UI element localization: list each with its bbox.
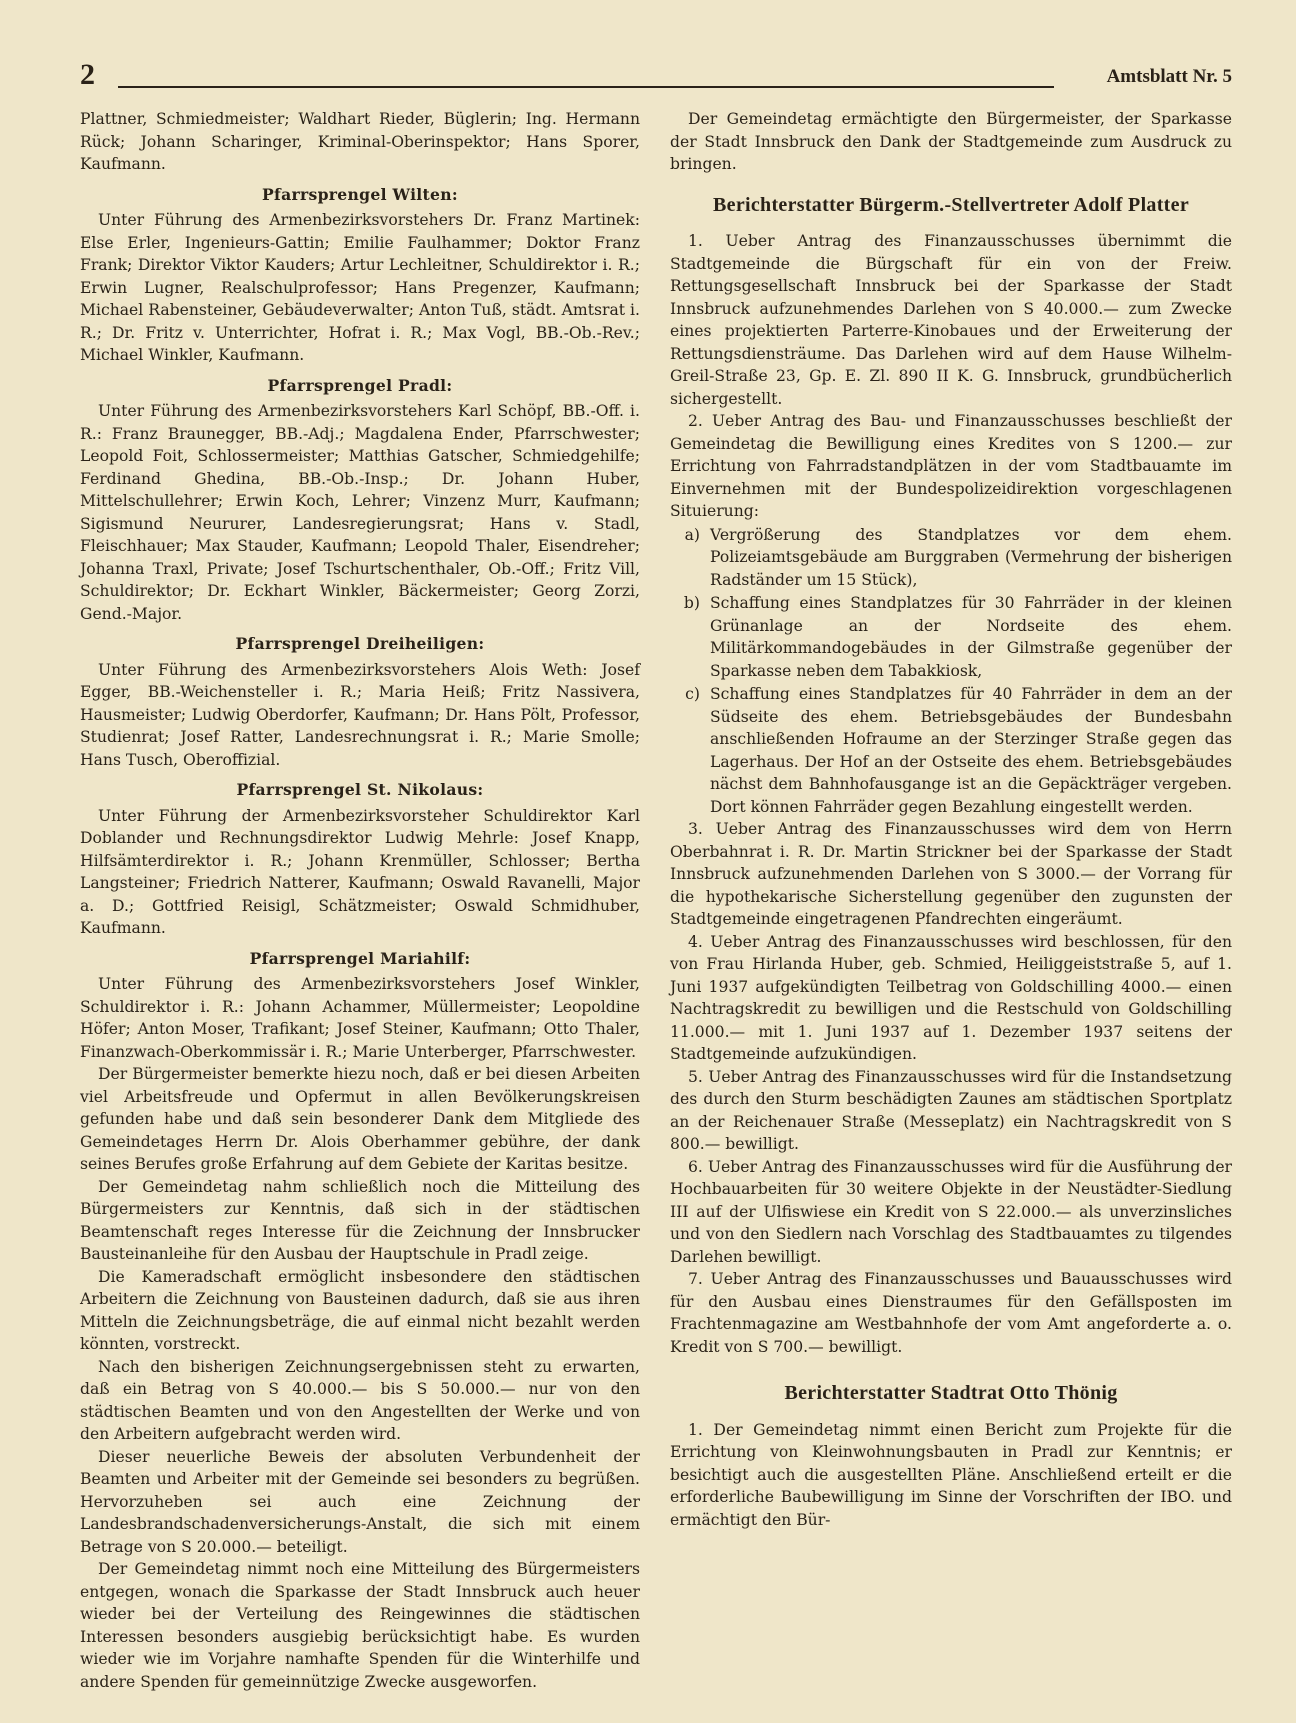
sub-item-text: Vergrößerung des Standplatzes vor dem ehem. Polizeiamtsgebäude am Burggraben (Vermehrung der bisherigen Radständer um 15 Stück), bbox=[710, 525, 1232, 589]
sub-item-text: Schaffung eines Standplatzes für 30 Fahrräder in der kleinen Grünanlage an der Nordseite des ehem. Militärkommandogebäudes in der Gilmstraße gegenüber der Sparkasse neben dem Tabakkiosk, bbox=[710, 594, 1232, 680]
sub-item-label: b) bbox=[683, 594, 700, 612]
page-number: 2 bbox=[80, 58, 95, 91]
section-title-wilten: Pfarrsprengel Wilten: bbox=[262, 184, 458, 204]
section-title-pradl: Pfarrsprengel Pradl: bbox=[267, 375, 453, 395]
paragraph: Der Gemeindetag nahm schließlich noch die Mitteilung des Bürgermeisters zur Kenntnis, daß sich in der städtischen Beamtenschaft reges Interesse für die Zeichnung der Innsbrucker Bausteinanleihe für den Ausbau der Hauptschule in Pradl zeige. bbox=[80, 1177, 640, 1263]
intro-paragraph: Plattner, Schmiedmeister; Waldhart Rieder, Büglerin; Ing. Hermann Rück; Johann Scharinger, Kriminal-Oberinspektor; Hans Sporer, Kaufmann. bbox=[80, 110, 640, 173]
paragraph: Dieser neuerliche Beweis der absoluten Verbundenheit der Beamten und Arbeiter mit der Gemeinde sei besonders zu begrüßen. Hervorzuheben sei auch eine Zeichnung der Landesbrandschadenversicherungs-Anstalt, die sich mit einem Betrage von S 20.000.— beteiligt. bbox=[80, 1447, 640, 1556]
section-text-mariahilf: Unter Führung des Armenbezirksvorstehers Josef Winkler, Schuldirektor i. R.: Johann Achammer, Müllermeister; Leopoldine Höfer; Anton Moser, Trafikant; Josef Steiner, Kaufmann; Otto Thaler, Finanzwach-Oberkommissär i. R.; Marie Unterberger, Pfarrschwester. bbox=[80, 975, 640, 1061]
agenda-item: 6. Ueber Antrag des Finanzausschusses wird für die Ausführung der Hochbauarbeiten für 30 weitere Objekte in der Neustädter-Siedlung III auf der Ulfiswiese ein Kredit von S 22.000.— als unverzinsliches und von den Siedlern nach Vorschlag des Stadtbauamtes zu tilgendes Darlehen bewilligt. bbox=[670, 1157, 1232, 1266]
paragraph: Nach den bisherigen Zeichnungsergebnissen steht zu erwarten, daß ein Betrag von S 40.000.— bis S 50.000.— nur von den städtischen Beamten und von den Angestellten der Werke und von den Arbeitern aufgebracht werden wird. bbox=[80, 1357, 640, 1443]
section-title-nikolaus: Pfarrsprengel St. Nikolaus: bbox=[236, 780, 484, 799]
section-heading-platter: Berichterstatter Bürgerm.-Stellvertreter Adolf Platter bbox=[713, 193, 1189, 216]
section-title-dreiheiligen: Pfarrsprengel Dreiheiligen: bbox=[235, 634, 485, 653]
section-text-wilten: Unter Führung des Armenbezirksvorstehers Dr. Franz Martinek: Else Erler, Ingenieurs-Gattin; Emilie Faulhammer; Doktor Franz Frank; Direktor Viktor Kauders; Artur Lechleitner, Schuldirektor i. R.; Erwin Lugner, Realschulprofessor; Hans Pregenzer, Kaufmann; Michael Rabensteiner, Gebäudeverwalter; Anton Tuß, städt. Amtsrat i. R.; Dr. Fritz v. Unterrichter, Hofrat i. R.; Max Vogl, BB.-Ob.-Rev.; Michael Winkler, Kaufmann. bbox=[80, 211, 640, 364]
agenda-item: 5. Ueber Antrag des Finanzausschusses wird für die Instandsetzung des durch den Sturm beschädigten Zaunes am städtischen Sportplatz an der Reichenauer Straße (Messeplatz) ein Nachtragskredit von S 800.— bewilligt. bbox=[670, 1067, 1232, 1153]
section-heading-thoenig: Berichterstatter Stadtrat Otto Thönig bbox=[784, 1382, 1118, 1404]
agenda-item: 3. Ueber Antrag des Finanzausschusses wird dem von Herrn Oberbahnrat i. R. Dr. Martin Strickner bei der Sparkasse der Stadt Innsbruck aufzunehmenden Darlehen von S 3000.— der Vorrang für die hypothekarische Sicherstellung gegenüber den zugunsten der Stadtgemeinde eingetragenen Pfandrechten eingeräumt. bbox=[670, 820, 1232, 928]
sub-item-b bbox=[670, 592, 1232, 682]
agenda-item: 1. Der Gemeindetag nimmt einen Bericht zum Projekte für die Errichtung von Kleinwohnungsbauten in Pradl zur Kenntnis; er besichtigt auch die ausgestellten Pläne. Anschließend erteilt er die erforderliche Baubewilligung im Sinne der Vorschriften der IBO. und ermächtigt den Bür- bbox=[670, 1420, 1232, 1529]
sub-item-c bbox=[670, 683, 1232, 818]
sub-item-label: c) bbox=[685, 685, 700, 703]
section-text-pradl: Unter Führung des Armenbezirksvorstehers Karl Schöpf, BB.-Off. i. R.: Franz Braunegger, BB.-Adj.; Magdalena Ender, Pfarrschwester; Leopold Foit, Schlossermeister; Matthias Gatscher, Schmiedgehilfe; Ferdinand Ghedina, BB.-Ob.-Insp.; Dr. Johann Huber, Mittelschullehrer; Erwin Koch, Lehrer; Vinzenz Murr, Kaufmann; Sigismund Neururer, Landesregierungsrat; Hans v. Stadl, Fleischhauer; Max Stauder, Kaufmann; Leopold Thaler, Eisendreher; Johanna Traxl, Private; Josef Tschurtschenthaler, Ob.-Off.; Fritz Vill, Schuldirektor; Dr. Eckhart Winkler, Bäckermeister; Georg Zorzi, Gend.-Major. bbox=[80, 402, 640, 623]
section-text-nikolaus: Unter Führung der Armenbezirksvorsteher Schuldirektor Karl Doblander und Rechnungsdirektor Ludwig Mehrle: Josef Knapp, Hilfsämterdirektor i. R.; Johann Krenmüller, Schlosser; Bertha Langsteiner; Friedrich Natterer, Kaufmann; Oswald Ravanelli, Major a. D.; Gottfried Reisigl, Schätzmeister; Oswald Schmidhuber, Kaufmann. bbox=[80, 806, 640, 937]
page-header bbox=[80, 58, 1232, 96]
sub-item-label: a) bbox=[684, 525, 700, 544]
paragraph: Der Gemeindetag nimmt noch eine Mitteilung des Bürgermeisters entgegen, wonach die Sparkasse der Stadt Innsbruck auch heuer wieder bei der Verteilung des Reingewinnes die städtischen Interessen besonders ausgiebig berücksichtigt habe. Es wurden wieder wie im Vorjahre namhafte Spenden für die Winterhilfe und andere Spenden für gemeinnützige Zwecke ausgeworfen. bbox=[80, 1560, 640, 1691]
section-text-dreiheiligen: Unter Führung des Armenbezirksvorstehers Alois Weth: Josef Egger, BB.-Weichensteller i. R.; Maria Heiß; Fritz Nassivera, Hausmeister; Ludwig Oberdorfer, Kaufmann; Dr. Hans Pölt, Professor, Studienrat; Josef Ratter, Landesrechnungsrat i. R.; Marie Smolle; Hans Tusch, Oberoffizial. bbox=[80, 660, 640, 769]
sub-item-a bbox=[670, 524, 1232, 592]
paragraph: Der Bürgermeister bemerkte hiezu noch, daß er bei diesen Arbeiten viel Arbeitsfreude und Opfermut in allen Bevölkerungskreisen gefunden habe und daß sein besonderer Dank dem Mitgliede des Gemeindetages Herrn Dr. Alois Oberhammer gebühre, der dank seines Berufes große Erfahrung auf dem Gebiete der Karitas besitze. bbox=[80, 1065, 640, 1173]
agenda-item: 1. Ueber Antrag des Finanzausschusses übernimmt die Stadtgemeinde die Bürgschaft für ein von der Freiw. Rettungsgesellschaft Innsbruck bei der Sparkasse der Stadt Innsbruck aufzunehmendes Darlehen von S 40.000.— zum Zwecke eines projektierten Parterre-Kinobaues und der Erweiterung der Rettungsdiensträume. Das Darlehen wird auf dem Hause Wilhelm-Greil-Straße 23, Gp. E. Zl. 890 II K. G. Innsbruck, grundbücherlich sichergestellt. bbox=[670, 232, 1232, 408]
header-rule bbox=[118, 86, 1054, 88]
agenda-item: 2. Ueber Antrag des Bau- und Finanzausschusses beschließt der Gemeindetag die Bewilligung eines Kredites von S 1200.— zur Errichtung von Fahrradstandplätzen in der vom Stadtbauamte im Einvernehmen mit der Bundespolizeidirektion vorgeschlagenen Situierung: bbox=[670, 412, 1232, 520]
left-column bbox=[80, 108, 640, 1693]
agenda-item: 7. Ueber Antrag des Finanzausschusses und Bauausschusses wird für den Ausbau eines Dienstraumes für den Gefällsposten im Frachtenmagazine am Westbahnhofe der vom Amt angeforderte a. o. Kredit von S 700.— bewilligt. bbox=[670, 1270, 1232, 1356]
sub-item-text: Schaffung eines Standplatzes für 40 Fahrräder in dem an der Südseite des ehem. Betriebsgebäudes der Bundesbahn anschließenden Hofraume an der Sterzinger Straße gegen das Lagerhaus. Der Hof an der Ostseite des ehem. Betriebsgebäudes nächst dem Bahnhofausgange ist an die Gepäckträger vergeben. Dort können Fahrräder gegen Bezahlung eingestellt werden. bbox=[710, 685, 1232, 816]
right-column bbox=[670, 108, 1232, 1531]
paragraph: Die Kameradschaft ermöglicht insbesondere den städtischen Arbeitern die Zeichnung von Bausteinen dadurch, daß sie aus ihren Mitteln die Zeichnungsbeträge, die auf einmal nicht bezahlt werden könnten, vorstreckt. bbox=[80, 1267, 640, 1353]
journal-title: Amtsblatt Nr. 5 bbox=[1106, 66, 1232, 87]
agenda-item: 4. Ueber Antrag des Finanzausschusses wird beschlossen, für den von Frau Hirlanda Huber, geb. Schmied, Heiliggeiststraße 5, auf 1. Juni 1937 aufgekündigten Teilbetrag von Goldschilling 4000.— einen Nachtragskredit zu bewilligen und die Restschuld von Goldschilling 11.000.— mit 1. Juni 1937 auf 1. Dezember 1937 seitens der Stadtgemeinde aufzukündigen. bbox=[670, 932, 1232, 1063]
paragraph: Der Gemeindetag ermächtigte den Bürgermeister, der Sparkasse der Stadt Innsbruck den Dank der Stadtgemeinde zum Ausdruck zu bringen. bbox=[670, 110, 1232, 173]
section-title-mariahilf: Pfarrsprengel Mariahilf: bbox=[249, 948, 471, 968]
